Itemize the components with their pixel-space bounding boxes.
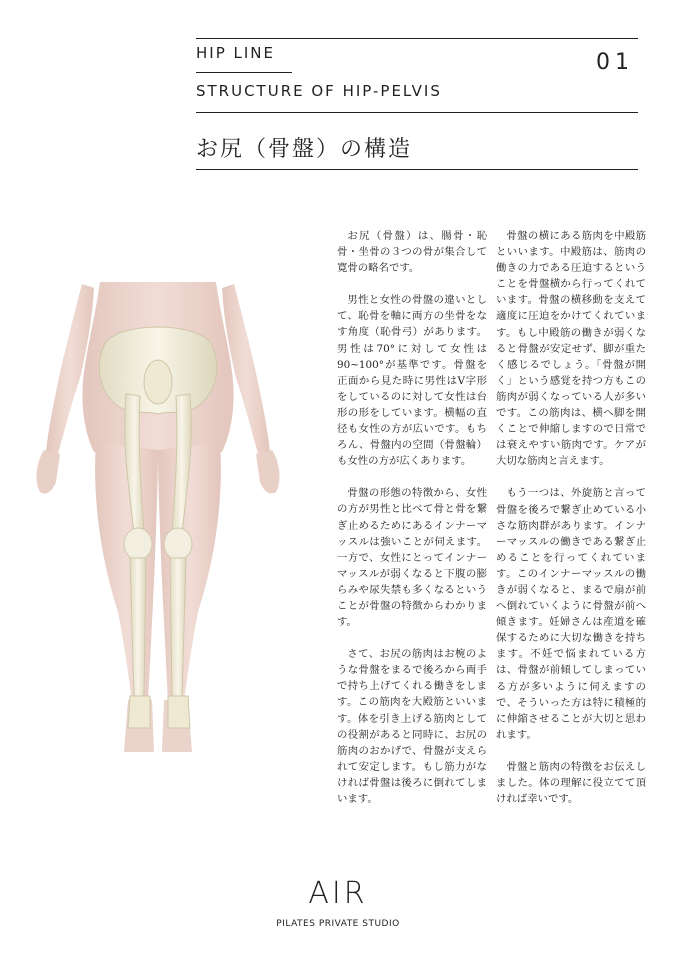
right-leg xyxy=(158,442,221,702)
page-title: お尻（骨盤）の構造 xyxy=(196,137,413,162)
left-knee xyxy=(124,528,152,560)
header-bottom-rule xyxy=(196,169,638,170)
paragraph: 男性と女性の骨盤の違いとして、恥骨を軸に両方の坐骨をなす角度（恥骨弓）があります。男性は70°に対して女性は90~100°が基準です。骨盤を正面から見た時に男性はV字形をしているのに対して女性は台形の形をしています。横幅の直径も女性の方が広いです。もちろん、骨盤内の空間（骨盤輪）も女性の方が広くあります。 xyxy=(337,294,487,468)
paragraph: さて、お尻の筋肉はお椀のような骨盤をまるで後ろから両手で持ち上げてくれる働きをします。この筋肉を大殿筋といいます。体を引き上げる筋肉としての役割があると同時に、お尻の筋肉のおかげで、骨盤が支えられて安定します。もし筋力がなければ骨盤は後ろに倒れてしまいます。 xyxy=(337,648,487,805)
paragraph: 骨盤の横にある筋肉を中殿筋といいます。中殿筋は、筋肉の働きの力である圧迫するということを骨盤横から行ってくれています。骨盤の横移動を支えて適度に圧迫をかけてくれています。もし中殿筋の働きが弱くなると骨盤が安定せず、脚が重たく感じるでしょう。「骨盤が開く」という感覚を持つ方もこの筋肉が弱くなっている人が多いです。この筋肉は、横へ脚を開くことで伸縮しますので日常では衰えやすい筋肉です。ケアが大切な筋肉と言えます。 xyxy=(496,230,646,468)
text-column-1 xyxy=(337,228,487,823)
page-number: 01 xyxy=(596,50,634,75)
pelvis-anatomy-illustration xyxy=(22,282,302,762)
left-hand xyxy=(37,450,60,494)
paragraph: お尻（骨盤）は、腸骨・恥骨・坐骨の３つの骨が集合して寛骨の略名です。 xyxy=(337,230,487,275)
hip-line-label: HIP LINE xyxy=(196,44,275,62)
body-bones-figure xyxy=(22,282,302,762)
hip-line-underline xyxy=(196,72,292,73)
header-top-rule xyxy=(196,38,638,39)
brand-tagline: PILATES PRIVATE STUDIO xyxy=(276,919,400,929)
right-hand xyxy=(256,450,279,494)
header-mid-rule xyxy=(196,112,638,113)
left-heel-bone xyxy=(128,696,150,728)
sacrum-bone xyxy=(144,360,172,404)
paragraph: 骨盤の形態の特徴から、女性の方が男性と比べて骨と骨を繋ぎ止めるためにあるインナーマッスルは強いことが伺えます。一方で、女性にとってインナーマッスルが弱くなると下腹の膨らみや尿失禁も多くなるということが骨盤の特徴からわかります。 xyxy=(337,487,487,629)
right-knee xyxy=(164,528,192,560)
brand-logo: AIR xyxy=(308,876,368,911)
paragraph: もう一つは、外旋筋と言って骨盤を後ろで繋ぎ止めている小さな筋肉群があります。インナーマッスルの働きである繋ぎ止めることを行ってくれています。このインナーマッスルの働きが弱くなると、まるで扇が前へ倒れていくように骨盤が前へ傾きます。妊婦さんは産道を確保するために大切な働きを持ちます。不妊で悩まれている方は、骨盤が前傾してしまっている方が多いように伺えますので、そういった方は特に積極的に伸縮させることが大切と思われます。 xyxy=(496,487,646,741)
paragraph: 骨盤と筋肉の特徴をお伝えしました。体の理解に役立てて頂ければ幸いです。 xyxy=(496,760,646,806)
right-heel-bone xyxy=(168,696,190,728)
text-column-2 xyxy=(496,228,646,823)
left-leg xyxy=(95,442,158,702)
structure-label: STRUCTURE OF HIP-PELVIS xyxy=(196,82,442,100)
